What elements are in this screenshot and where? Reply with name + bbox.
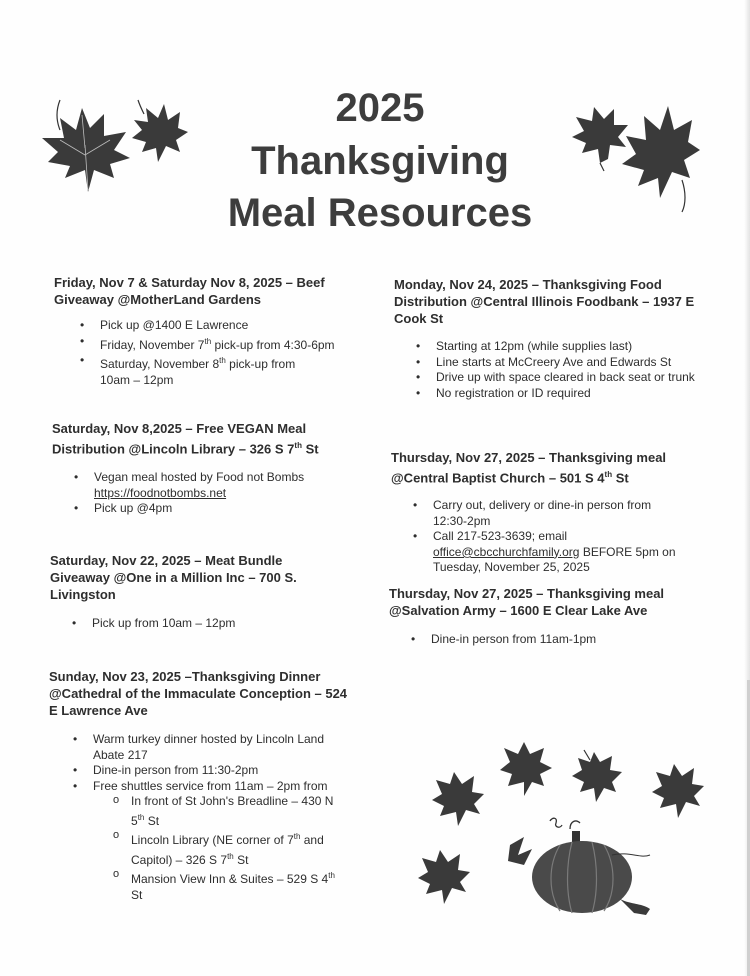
pumpkin-icon	[500, 815, 665, 920]
foodnotbombs-link[interactable]: https://foodnotbombs.net	[94, 485, 227, 500]
sub-list-item: o Mansion View Inn & Suites – 529 S 4th St	[111, 868, 336, 903]
maple-leaf-icon	[416, 848, 471, 908]
title-line-thanksgiving: Thanksgiving	[251, 139, 509, 183]
event-meat-bundle	[50, 552, 345, 632]
list-item: • Saturday, November 8th pick-up from 10am – 12pm	[76, 353, 300, 388]
sub-list-item: o Lincoln Library (NE corner of 7th and Capitol) – 326 S 7th St	[111, 829, 336, 868]
list-item: • Vegan meal hosted by Food not Bombs https://foodnotbombs.net	[70, 470, 357, 501]
title-year: 2025	[335, 86, 425, 130]
list-item: • Dine-in person from 11am-1pm	[407, 632, 699, 648]
list-item: • Pick up @4pm	[70, 501, 357, 517]
event-heading: Thursday, Nov 27, 2025 – Thanksgiving meal @Salvation Army – 1600 E Clear Lake Ave	[389, 586, 665, 618]
list-item: • No registration or ID required	[412, 386, 704, 402]
list-item: • Carry out, delivery or dine-in person from 12:30-2pm	[409, 498, 688, 529]
event-central-baptist	[391, 449, 701, 576]
list-item: • Pick up from 10am – 12pm	[68, 616, 345, 632]
event-vegan-meal	[52, 420, 357, 517]
church-email-link[interactable]: office@cbcchurchfamily.org	[433, 544, 580, 559]
list-item: • Dine-in person from 11:30-2pm	[69, 763, 359, 779]
event-heading: Sunday, Nov 23, 2025 –Thanksgiving Dinner @Cathedral of the Immaculate Conception – 524 E Lawrence Ave	[49, 669, 348, 718]
event-beef-giveaway	[54, 274, 364, 388]
list-item: • Starting at 12pm (while supplies last)	[412, 339, 704, 355]
list-item: • Warm turkey dinner hosted by Lincoln Land Abate 217	[69, 732, 348, 763]
list-item: • Friday, November 7th pick-up from 4:30-6pm	[76, 334, 364, 354]
list-item: • Drive up with space cleared in back seat or trunk	[412, 370, 706, 386]
event-heading: Saturday, Nov 8,2025 – Free VEGAN Meal Distribution @Lincoln Library – 326 S 7th St	[52, 421, 319, 457]
list-item: • Line starts at McCreery Ave and Edwards St	[412, 355, 686, 371]
event-heading: Friday, Nov 7 & Saturday Nov 8, 2025 – Beef Giveaway @MotherLand Gardens	[54, 275, 325, 307]
list-item: • Pick up @1400 E Lawrence	[76, 318, 364, 334]
title-line-meal-resources: Meal Resources	[227, 191, 533, 235]
maple-leaf-icon	[128, 100, 188, 165]
event-heading: Saturday, Nov 22, 2025 – Meat Bundle Giveaway @One in a Million Inc – 700 S. Livingston	[50, 553, 297, 602]
maple-leaf-icon	[650, 762, 705, 822]
list-item: • Call 217-523-3639; email office@cbcchurchfamily.org BEFORE 5pm on Tuesday, November 25, 2025	[409, 529, 688, 576]
list-item: • Free shuttles service from 11am – 2pm from	[69, 779, 359, 795]
event-heading: Monday, Nov 24, 2025 – Thanksgiving Food Distribution @Central Illinois Foodbank – 1937 E Cook St	[394, 277, 695, 326]
event-cathedral-dinner	[49, 668, 359, 903]
maple-leaf-icon	[620, 100, 700, 215]
maple-leaf-icon	[498, 740, 553, 800]
maple-leaf-icon	[430, 770, 485, 830]
event-heading: Thursday, Nov 27, 2025 – Thanksgiving meal @Central Baptist Church – 501 S 4th St	[391, 450, 667, 486]
event-foodbank-distribution	[394, 276, 704, 401]
event-salvation-army	[389, 585, 699, 648]
maple-leaf-icon	[572, 748, 622, 806]
sub-list-item: o In front of St John's Breadline – 430 N 5th St	[111, 794, 336, 829]
maple-leaf-icon	[30, 100, 140, 195]
